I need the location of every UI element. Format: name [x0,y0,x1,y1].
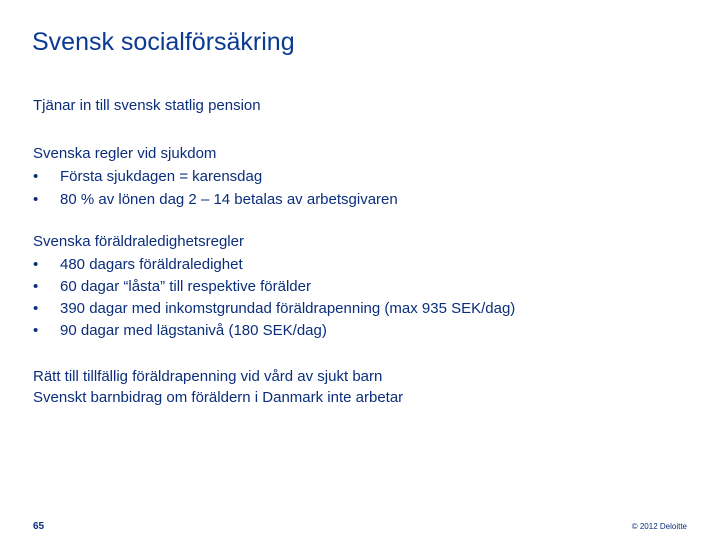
bullet-icon: • [33,256,39,273]
parental-heading: Svenska föräldraledighetsregler [33,233,244,250]
parental-bullet-1 [33,256,243,274]
sick-bullet-1 [33,168,262,186]
bullet-icon: • [33,191,39,208]
slide-title: Svensk socialförsäkring [32,28,295,56]
bullet-icon: • [33,168,39,185]
parental-bullet-1-text: 480 dagars föräldraledighet [60,256,243,273]
closing-line-1: Rätt till tillfällig föräldrapenning vid vård av sjukt barn [33,368,383,385]
parental-bullet-2 [33,278,311,296]
parental-bullet-4-text: 90 dagar med lägstanivå (180 SEK/dag) [60,322,327,339]
pension-text: Tjänar in till svensk statlig pension [33,97,261,114]
bullet-icon: • [33,300,39,317]
parental-bullet-2-text: 60 dagar “låsta” till respektive förälder [60,278,311,295]
sick-heading: Svenska regler vid sjukdom [33,145,217,162]
parental-bullet-4 [33,322,327,340]
parental-bullet-3 [33,300,515,318]
sick-bullet-2-text: 80 % av lönen dag 2 – 14 betalas av arbetsgivaren [60,191,398,208]
bullet-icon: • [33,322,39,339]
sick-bullet-2 [33,191,398,209]
sick-bullet-1-text: Första sjukdagen = karensdag [60,168,263,185]
page-number: 65 [33,521,45,532]
copyright: © 2012 Deloitte [631,522,687,531]
parental-bullet-3-text: 390 dagar med inkomstgrundad föräldrapenning (max 935 SEK/dag) [60,300,516,317]
bullet-icon: • [33,278,39,295]
closing-line-2: Svenskt barnbidrag om föräldern i Danmark inte arbetar [33,389,404,406]
